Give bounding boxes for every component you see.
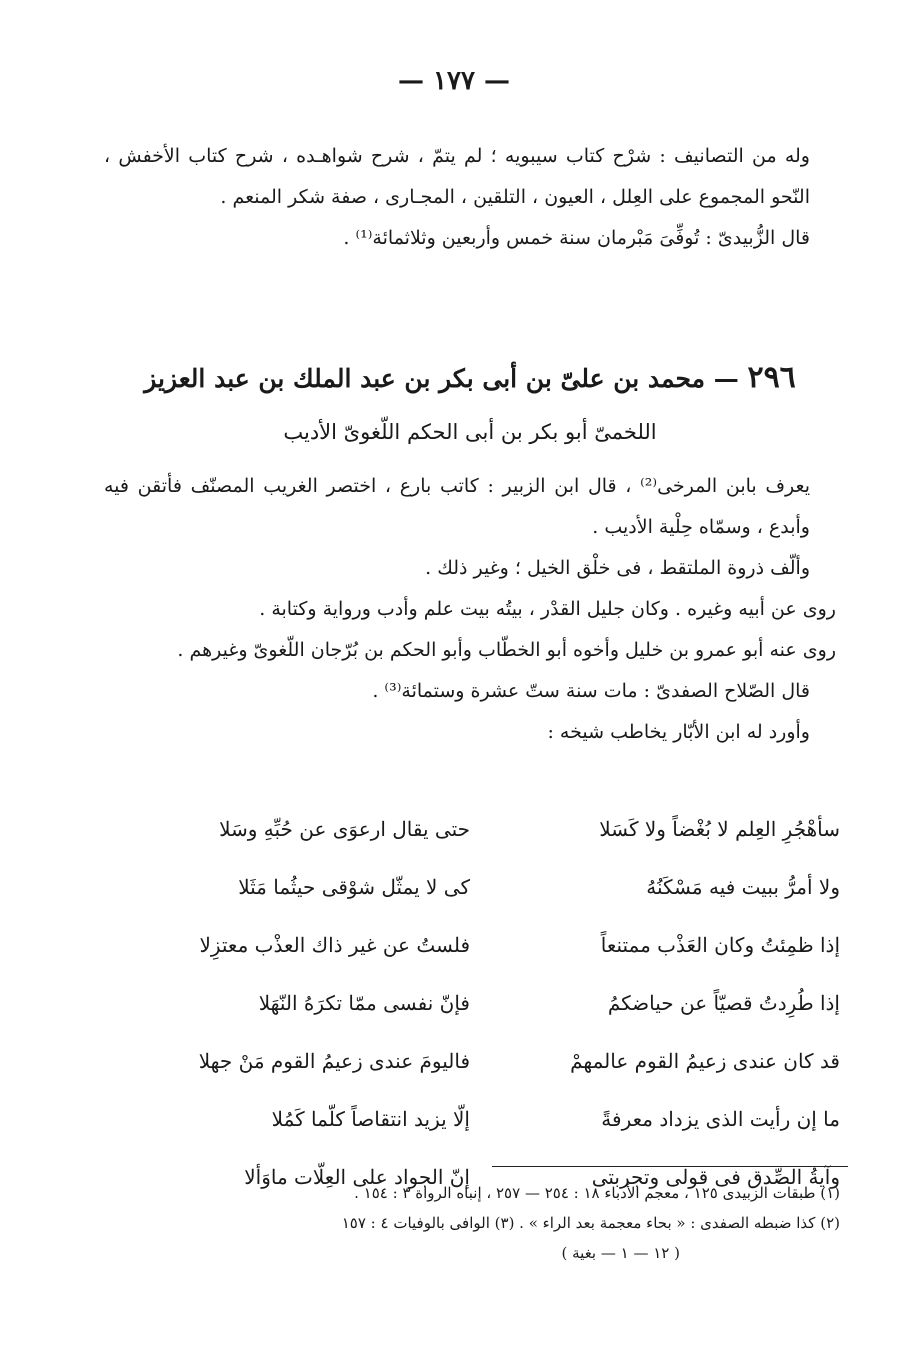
page-number: — ١٧٧ —: [397, 66, 511, 96]
death-paragraph: قال الزُّبيدىّ : تُوفِّىَ مَبْرمان سنة خمس وأربعين وثلاثمائة⁽¹⁾ .: [343, 227, 810, 249]
verse-first-hemistich: قد كان عندى زعيمُ القوم عالمهمْ: [570, 1049, 840, 1073]
entry-subtitle: اللخمىّ أبو بكر بن أبى الحكم اللّغوىّ الأديب: [283, 420, 657, 444]
verse: [150, 800, 840, 858]
footnote-2-3: (٢) كذا ضبطه الصفدى : « بحاء معجمة بعد الراء » . (٣) الوافى بالوفيات ٤ : ١٥٧: [341, 1214, 840, 1232]
body-paragraph-4: روى عنه أبو عمرو بن خليل وأخوه أبو الخطّاب وأبو الحكم بن بُرّجان اللّغوىّ وغيرهم .: [177, 639, 836, 661]
entry-name: — محمد بن علىّ بن أبى بكر بن عبد الملك بن عبد العزيز: [144, 364, 739, 393]
works-paragraph: وله من التصانيف : شرْح كتاب سيبويه ؛ لم يتمّ ، شرح شواهـده ، شرح كتاب الأخفش ، النّحو المجموع على العِلل ، العيون ، التلقين ، المجـارى ، صفة شكر المنعم .: [104, 145, 810, 208]
verse: [150, 1090, 840, 1148]
body-paragraph-5: قال الصّلاح الصفدىّ : مات سنة ستّ عشرة وستمائة⁽³⁾ .: [372, 680, 810, 702]
verse: [150, 858, 840, 916]
poem: [150, 800, 840, 1206]
verse: [150, 1032, 840, 1090]
verse-second-hemistich: فلستُ عن غير ذاك العذْب معتزِلا: [199, 933, 470, 957]
verse-second-hemistich: إنّ الجواد على العِلّات ماوَألا: [244, 1165, 470, 1189]
body-paragraph-3: روى عن أبيه وغيره . وكان جليل القدْر ، بيتُه بيت علم وأدب ورواية وكتابة .: [259, 598, 836, 620]
footnotes: [120, 1178, 840, 1268]
body-paragraph-6: وأورد له ابن الأبّار يخاطب شيخه :: [547, 721, 810, 743]
verse-first-hemistich: وآيةُ الصِّدق فى قولى وتجربتى: [591, 1165, 840, 1189]
verse-first-hemistich: إذا ظمِئتُ وكان العَذْب ممتنعاً: [600, 933, 840, 957]
footnote-1: (١) طبقات الزبيدى ١٢٥ ، معجم الأدباء ١٨ : ٢٥٤ — ٢٥٧ ، إنباه الرواة ٣ : ١٥٤ .: [354, 1184, 840, 1202]
signature-mark: ( ١٢ — ١ — بغية ): [561, 1244, 680, 1262]
verse-second-hemistich: حتى يقال ارعوَى عن حُبِّهِ وسَلا: [219, 817, 470, 841]
verse-first-hemistich: سأهْجُرِ العِلم لا بُغْضاً ولا كَسَلا: [599, 817, 840, 841]
verse-first-hemistich: إذا طُرِدتُ قصيّاً عن حياضكمُ: [607, 991, 840, 1015]
verse-first-hemistich: ما إن رأيت الذى يزداد معرفةً: [601, 1107, 840, 1131]
entry-number: ٢٩٦: [747, 360, 796, 395]
verse-second-hemistich: فإنّ نفسى ممّا تكرَهُ النّهَلا: [258, 991, 470, 1015]
entry-heading: [104, 360, 836, 395]
verse-first-hemistich: ولا أمرُّ ببيت فيه مَسْكَنُهُ: [646, 875, 840, 899]
body-paragraph-1: يعرف بابن المرخى⁽²⁾ ، قال ابن الزبير : كاتب بارع ، اختصر الغريب المصنّف فأتقن فيه وأبدع ، وسمّاه حِلْية الأديب .: [104, 475, 810, 538]
verse: [150, 974, 840, 1032]
entry-body: [104, 466, 836, 753]
verse-second-hemistich: فاليومَ عندى زعيمُ القوم مَنْ جهلا: [198, 1049, 470, 1073]
body-paragraph-2: وألّف ذروة الملتقط ، فى خلْق الخيل ؛ وغير ذلك .: [425, 557, 810, 579]
intro-section: [104, 136, 836, 259]
footnote-divider: [492, 1166, 848, 1167]
verse-second-hemistich: إلّا يزيد انتقاصاً كلّما كَمُلا: [271, 1107, 470, 1131]
verse-second-hemistich: كى لا يمثّل شوْقى حيثُما مَثَلا: [238, 875, 470, 899]
verse: [150, 916, 840, 974]
